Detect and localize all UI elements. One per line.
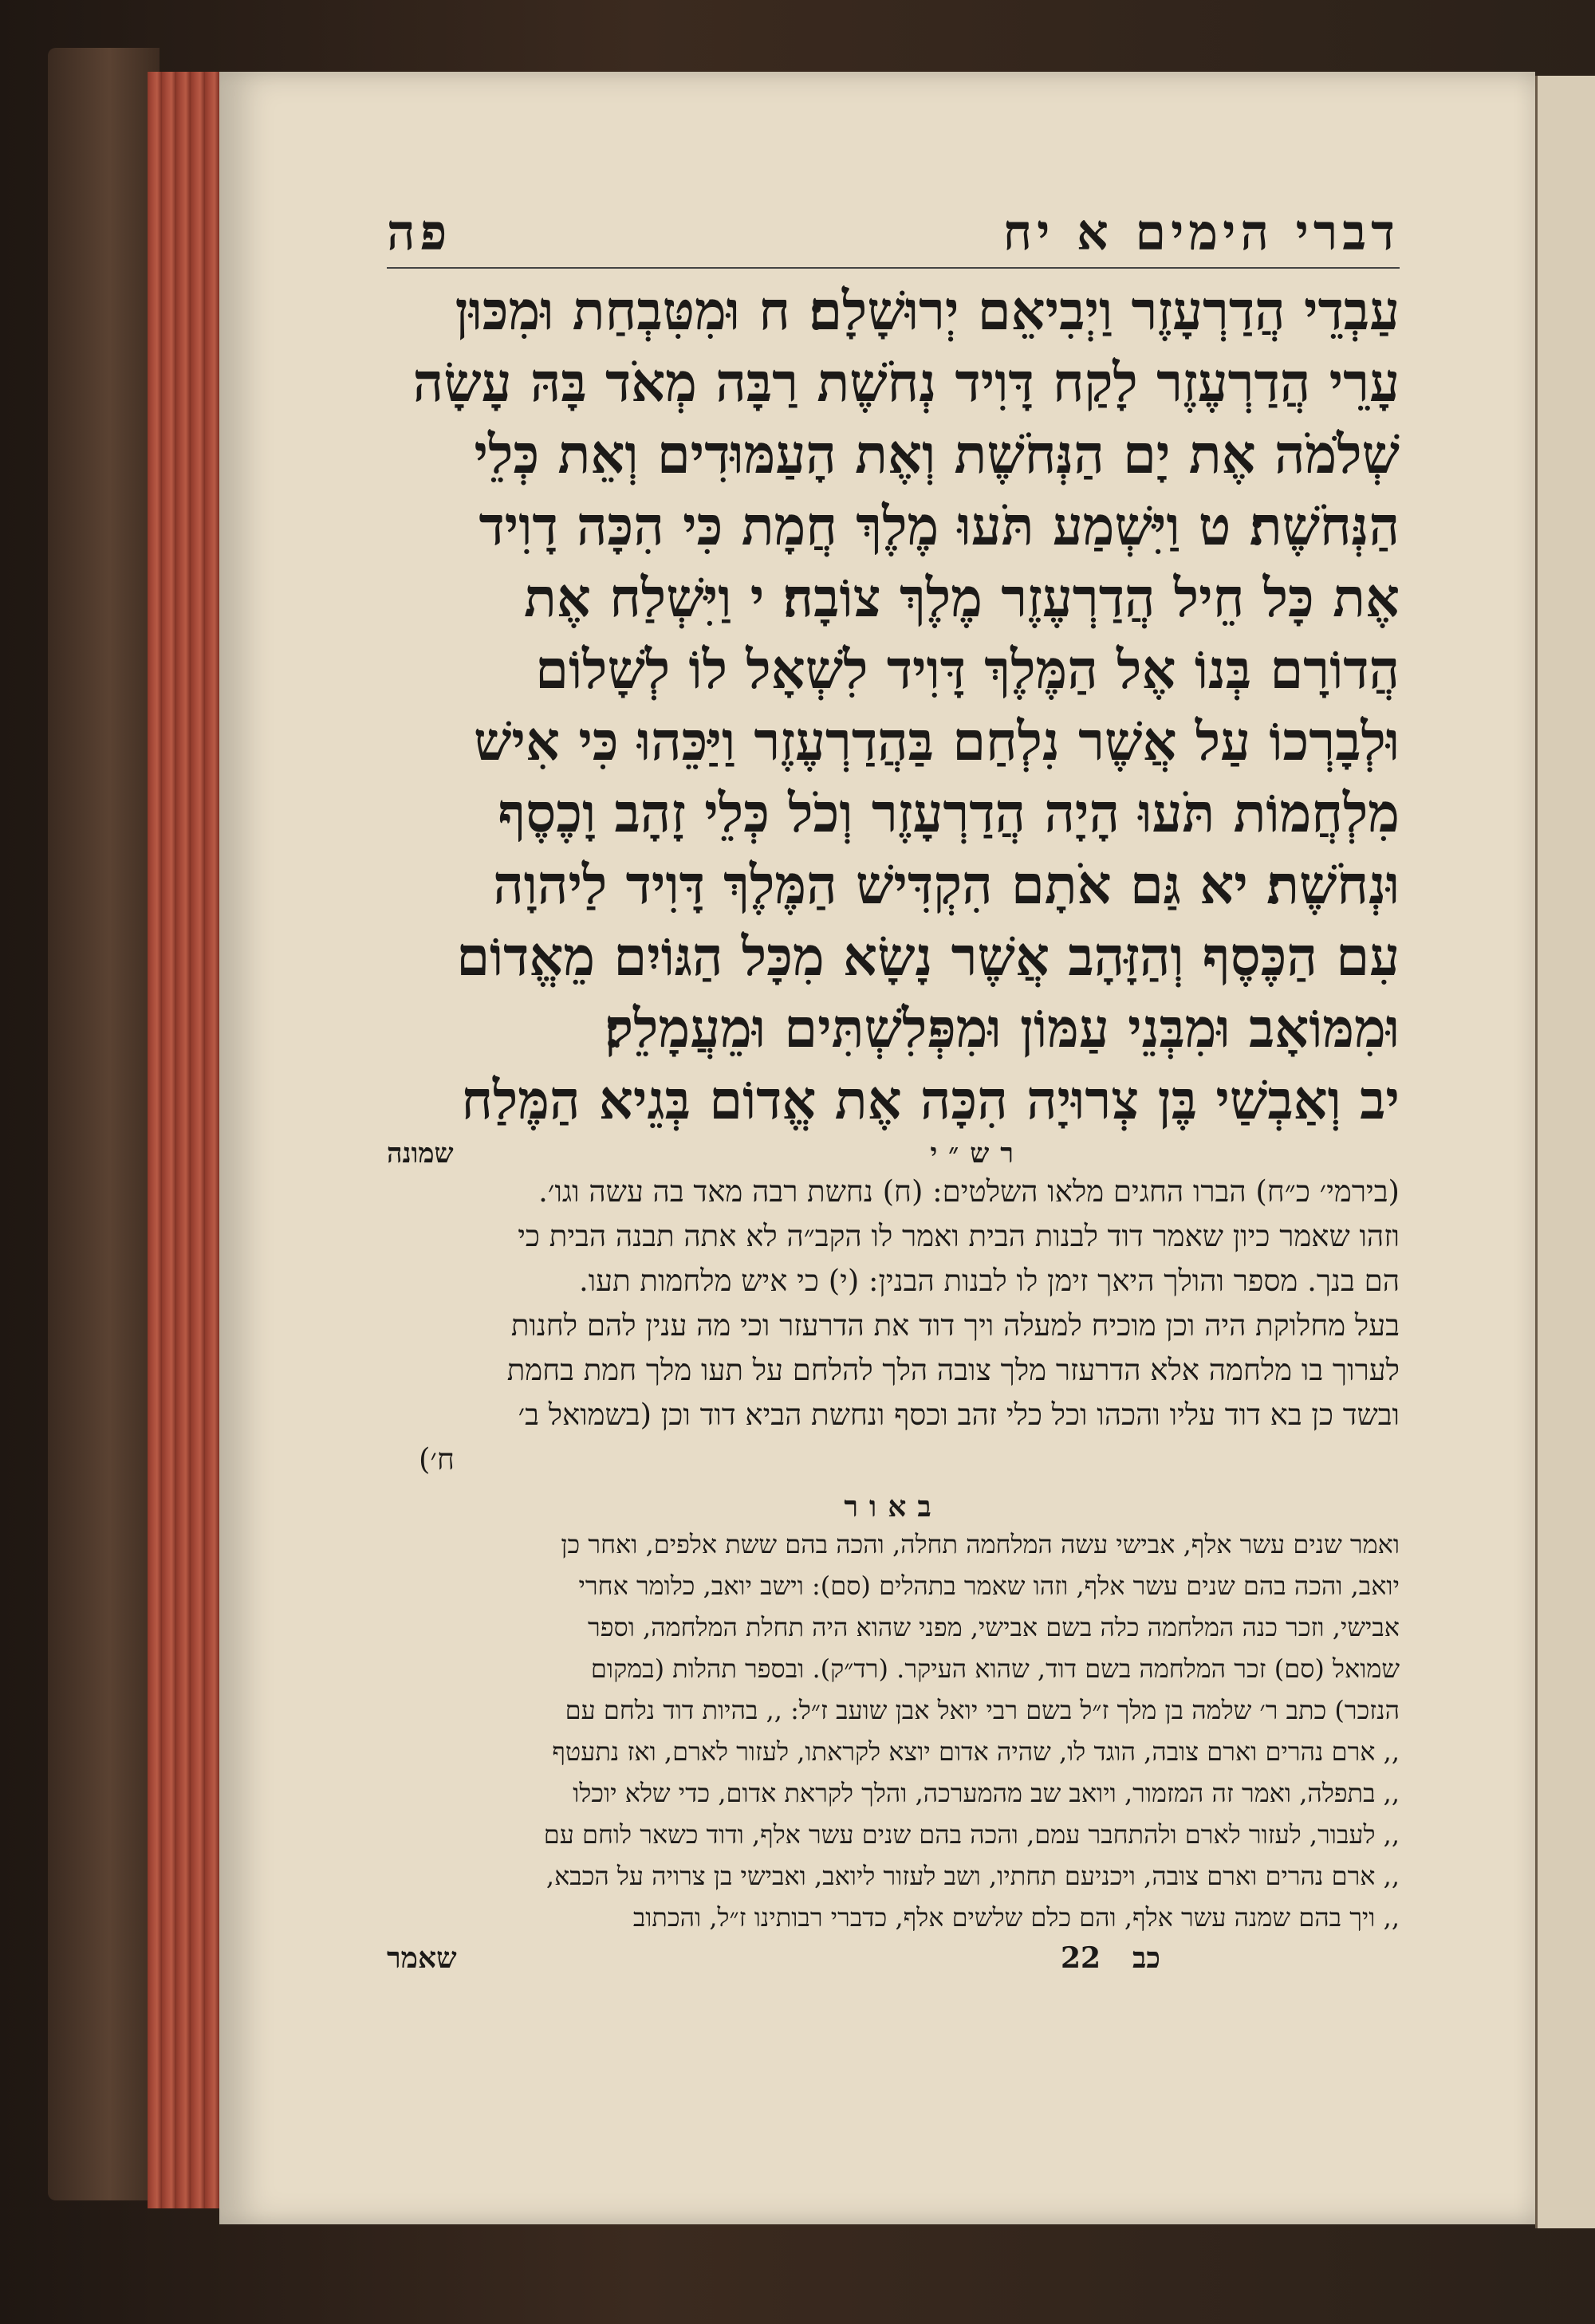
running-header: [387, 203, 1400, 269]
commentary-line: ,, ויך בהם שמנה עשר אלף, והם כלם שלשים אלף, כדברי רבותינו ז״ל, והכתוב: [632, 1902, 1400, 1933]
biblical-text: [387, 275, 1400, 1136]
book-page: [219, 72, 1535, 2224]
catchword: שמונה: [387, 1138, 454, 1170]
text-line: וּמִמּוֹאָב וּמִבְּנֵי עַמּוֹן וּמִפְּלִשְׁתִּים וּמֵעֲמָלֵק׃: [605, 997, 1400, 1060]
page-number: פה: [387, 203, 452, 261]
text-line: וּלְבָרְכוֹ עַל אֲשֶׁר נִלְחַם בַּהֲדַרְעֶזֶר וַיַּכֵּהוּ כִּי אִישׁ: [473, 710, 1400, 773]
commentary-line: בעל מחלוקת היה וכן מוכיח למעלה ויך דוד את הדרעזר וכי מה ענין להם לחנות: [510, 1308, 1400, 1343]
commentary-line: לערוך בו מלחמה אלא הדרעזר מלך צובה הלך להלחם על תעו מלך חמת בחמת: [506, 1353, 1400, 1387]
text-line: שְׁלֹמֹה אֶת יָם הַנְּחֹשֶׁת וְאֶת הָעַמּוּדִים וְאֵת כְּלֵי: [474, 423, 1400, 486]
rashi-label: רש״י: [930, 1138, 1025, 1170]
commentary-line: ,, ארם נהרים וארם צובה, הוגד לו, שהיה אדום יוצא לקראתו, לעזור לארם, ואז נתעטף: [552, 1736, 1400, 1767]
commentary-line: הם בנך. מספר והולך היאך זימן לו לבנות הבנין: (י) כי איש מלחמות תעו.: [578, 1264, 1400, 1298]
text-line: וּנְחֹשֶׁת׃ יא גַּם אֹתָם הִקְדִּישׁ הַמֶּלֶךְ דָּוִיד לַיהוָה: [493, 853, 1400, 916]
text-line: עַבְדֵי הֲדַרְעָזֶר וַיְבִיאֵם יְרוּשָׁלָם׃ ח וּמִטִּבְחַת וּמִכּוּן: [455, 279, 1400, 342]
rashi-heading-row: [387, 1138, 1400, 1170]
commentary-line: ח׳): [419, 1442, 455, 1477]
rashi-commentary: [387, 1170, 1400, 1482]
commentary-line: אבישי, וזכר כנה המלחמה כלה בשם אבישי, מפני שהוא היה תחלת המלחמה, וספר: [588, 1612, 1400, 1642]
signature-hebrew: כב: [1132, 1941, 1160, 1975]
footer-catchword: שאמר: [387, 1941, 457, 1975]
signature-arabic: 22: [1060, 1941, 1101, 1975]
commentary-line: ,, ארם נהרים וארם צובה, ויכניעם תחתיו, ושב לעזור ליואב, ואבישי בן צרויה על הכבא,: [545, 1861, 1400, 1891]
commentary-line: ואמר שנים עשר אלף, אבישי עשה המלחמה תחלה, והכה בהם ששת אלפים, ואחר כן: [561, 1529, 1400, 1559]
text-line: עִם הַכֶּסֶף וְהַזָּהָב אֲשֶׁר נָשָׂא מִכָּל הַגּוֹיִם מֵאֱדוֹם: [456, 925, 1400, 988]
text-line: עָרֵי הֲדַרְעֶזֶר לָקַח דָּוִיד נְחֹשֶׁת רַבָּה מְאֹד בָּהּ עָשָׂה: [412, 351, 1400, 414]
commentary-line: (בירמי׳ כ״ח) הברו החגים מלאו השלטים: (ח) נחשת רבה מאד בה עשה וגו׳.: [538, 1174, 1400, 1209]
biur-commentary: [387, 1524, 1400, 1938]
facing-page-edge: [1535, 76, 1595, 2228]
commentary-line: יואב, והכה בהם שנים עשר אלף, וזהו שאמר בתהלים (סם): וישב יואב, כלומר אחרי: [578, 1571, 1400, 1601]
text-line: הֲדוֹרָם בְּנוֹ אֶל הַמֶּלֶךְ דָּוִיד לִשְׁאָל לוֹ לְשָׁלוֹם: [535, 638, 1400, 701]
page-footer: [387, 1941, 1400, 1975]
biur-heading: באור: [844, 1490, 943, 1524]
text-line: הַנְּחֹשֶׁת׃ ט וַיִּשְׁמַע תֹּעוּ מֶלֶךְ חֲמָת כִּי הִכָּה דָוִיד: [478, 494, 1400, 557]
commentary-line: ,, בתפלה, ואמר זה המזמור, ויואב שב מהמערכה, והלך לקראת אדום, כדי שלא יוכלו: [573, 1778, 1400, 1808]
commentary-line: ובשד כן בא דוד עליו והכהו וכל כלי זהב וכסף ונחשת הביא דוד וכן (בשמואל ב׳: [518, 1398, 1400, 1432]
text-line: אֶת כָּל חֵיל הֲדַרְעֶזֶר מֶלֶךְ צוֹבָה׃ י וַיִּשְׁלַח אֶת: [524, 566, 1400, 629]
commentary-line: וזהו שאמר כיון שאמר דוד לבנות הבית ואמר לו הקב״ה לא אתה תבנה הבית כי: [518, 1219, 1400, 1253]
text-line: יב וְאַבְשַׁי בֶּן צְרוּיָה הִכָּה אֶת אֱדוֹם בְּגֵיא הַמֶּלַח: [461, 1068, 1400, 1131]
text-line: מִלְחֲמוֹת תֹּעוּ הָיָה הֲדַרְעָזֶר וְכֹל כְּלֵי זָהָב וָכֶסֶף: [498, 781, 1400, 844]
running-title: דברי הימים א יח: [1002, 203, 1400, 261]
signature-mark: [1061, 1941, 1160, 1975]
book-cover-edge: [48, 48, 160, 2200]
page-content: [387, 203, 1400, 1975]
commentary-line: הנזכר) כתב ר׳ שלמה בן מלך ז״ל בשם רבי יואל אבן שועב ז״ל: ,, בהיות דוד נלחם עם: [565, 1695, 1400, 1725]
commentary-line: שמואל (סם) זכר המלחמה בשם דוד, שהוא העיקר. (רד״ק). ובספר תהלות (במקום: [590, 1654, 1400, 1684]
page-edges-red: [148, 72, 227, 2208]
commentary-line: ,, לעבור, לעזור לארם ולהתחבר עמם, והכה בהם שנים עשר אלף, ודוד כשאר לוחם עם: [543, 1819, 1400, 1850]
